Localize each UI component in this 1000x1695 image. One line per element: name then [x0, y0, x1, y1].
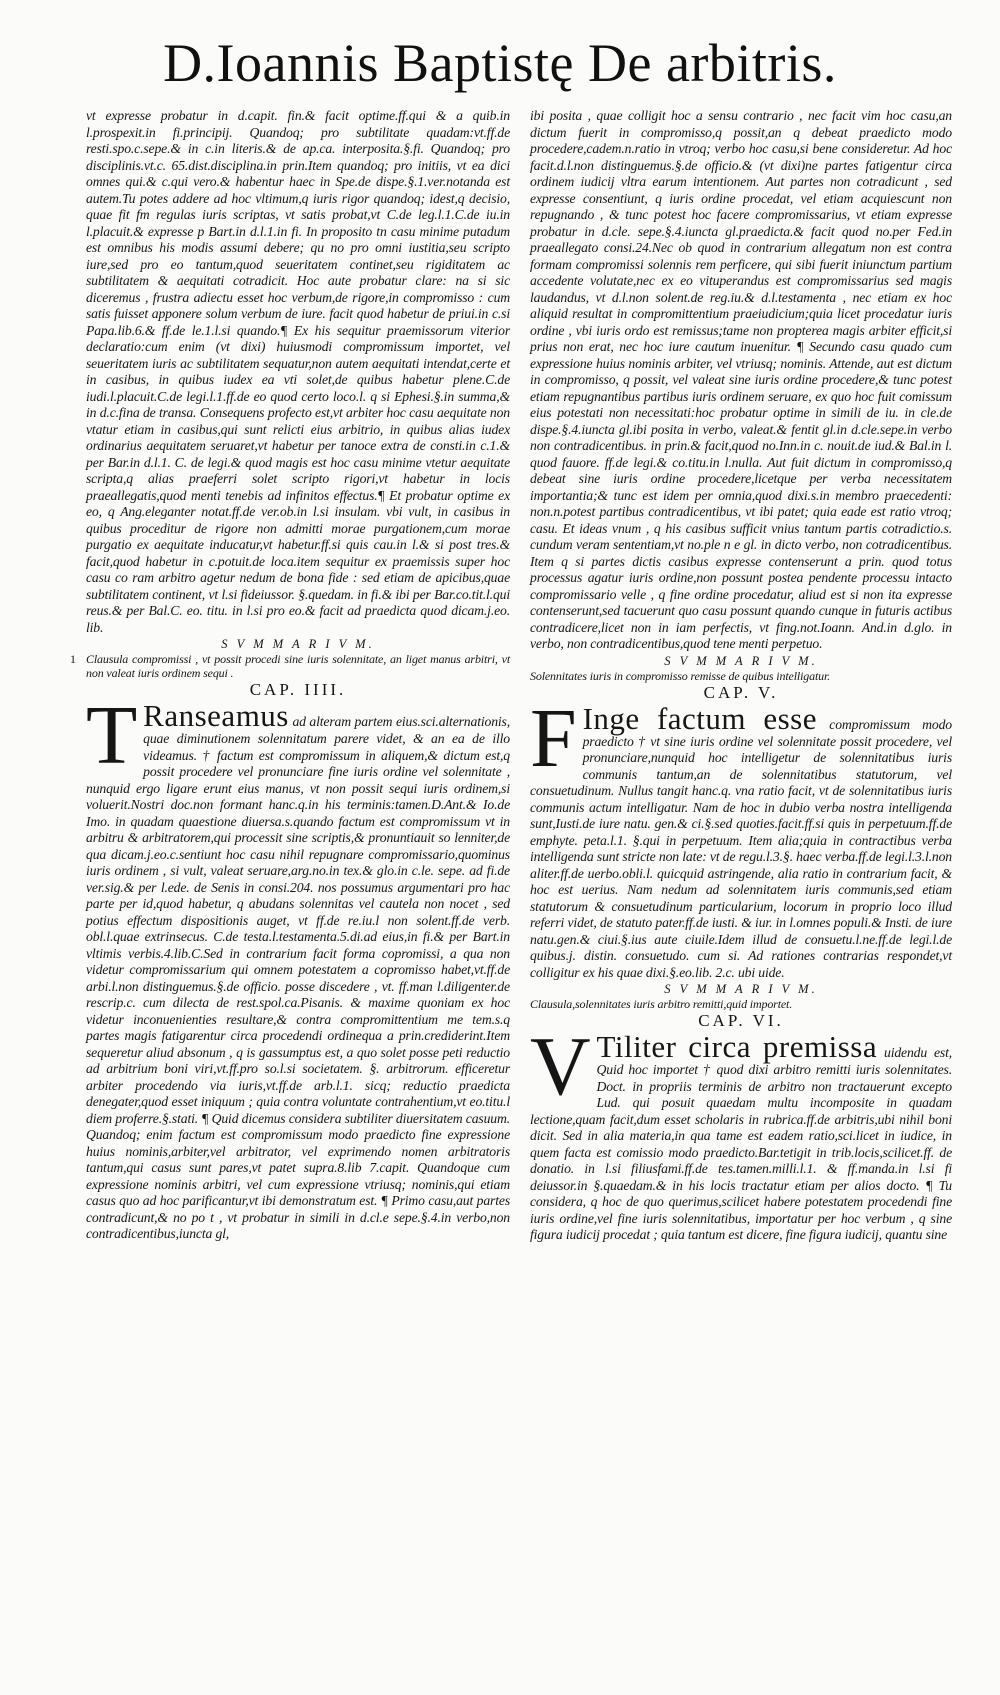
chapter-heading: CAP. IIII. [249, 680, 347, 699]
drop-cap: V [530, 1020, 591, 1113]
drop-cap: F [530, 691, 577, 785]
summarium-heading: S V M M A R I V M. [664, 653, 818, 668]
left-column [70, 108, 510, 1678]
margin-number: 1 [70, 652, 76, 666]
summarium-heading: S V M M A R I V M. [221, 637, 375, 651]
right-column [530, 108, 952, 1678]
summarium-text: Solennitates iuris in compromisso remisse de quibus intelligatur. [530, 668, 831, 683]
chapter-text: uidendu est, Quid hoc importet † quod dixi arbitro remitti iuris solennitates. Doct. in propriis terminis de arbitro non tractauerunt excepto Lud. qui posuit quaedam multu incomposite in quadam lectione,quam facit,dum esset scholaris in rubrica.ff.de arbitris,ubi nihil boni dicit. Sed in alia materia,in qua tame est eadem ratio,sci.licet in iudice, in quem facta est comissio modo praedicto.Bar.tetigit in trib.locis,scilicet.ff. de donatio. in l.si filiusfami.ff.de tes.tamen.milli.l.1. & ff.manda.in l.si fi deiussor.in §.quaedam.& in his locis tractatur etiam per alios docto. ¶ Tu considera, q hoc de quo querimus,scilicet habere potestatem procedendi fine iuris ordine,vel fine iuris solennitatibus, importatur per hoc verbum , q sine figura iudicij procedat ; quia tantum est dicere, fine figura iudicij, quantu sine [530, 1045, 952, 1242]
body-paragraph: vt expresse probatur in d.capit. fin.& facit optime.ff.qui & a quib.in l.prospexit.in fi.principij. Quandoq; pro subtilitate quadam:vt.ff.de resti.spo.c.sepe.& in c.in literis.& de ap.ca. interposita.§.fi. Quandoq; pro disciplinis.vt.c. 65.dist.disciplina.in prin.Item quandoq; pro initiis, vt ea dici omnes qui.& c.qui vero.& habentur haec in Spe.de dispe.§.1.ver.notanda est autem.Tu potes addere ad hoc vltimum,q iuris rigor quandoq; idest,q decisio, quae fit fm regulas iuris scriptas, vt satis probat,vt C.de leg.l.1.C.de iu.in l.placuit.& expresse p Bart.in d.l.1.in fi. In proposito tn casu minime putadum est omnibus his modis assumi debere; qu no pro omni iustitia,seu scripto iure,sed pro eo tantum,quod seueritatem continet,seu rigiditatem ac subtilitatem & aequitati cotradicit. Hoc aute probatur clare: na si sic diceremus , frustra adiectu esset hoc verbum,de rigore,in compromisso : cum satis fuisset apponere solum verbum de iure. facit quod habetur de priui.in c.si Papa.lib.6.& ff.de le.1.l.si quando.¶ Ex his sequitur praemissorum viterior declaratio:cum enim (vt dixi) huiusmodi compromissum importet, vel seueritatem iuris ac subtilitatem sequatur,non autem aequitati intendat,certe et in casibus, in quibus iudex ea vti solet,de quibus habetur plene.C.de iudi.l.placuit.C.de legi.l.1.ff.de eo quod certo loco.l. q si Ephesi.§.in summa,& in d.c.fina de transa. Consequens profecto est,vt arbiter hoc casu aequitate non vtatur etiam in casibus,qui sunt relicti eius arbitrio, in quibus alias iudex ordinarius aequitatem seruaret,vt habetur per tanoce extra de consti.in c.1.& per Bar.in d.l.1. C. de legi.& quod magis est hoc casu minime vtetur aequitate scripta,q alias praeferri solet scripto rigori,vt habetur in locis praeallegatis,quod menti tenebis ad infinitos effectus.¶ Et probatur optime ex eo, q Ang.eleganter notat.ff.de ver.ob.in l.si insulam. vbi vult, in casibus in quibus proceditur de rigore non admitti morae purgationem,cum morae purgatio ex aequitate inducatur,vt habetur.ff.si quis cau.in l.& si post tres.& facit,quod habetur in c.potuit.de loca.item sequitur ex praemissis super hoc casu co ram arbitro agetur nedum de bona fide : sed etiam de apicibus,quae subtilitatem continent, vt l.si fideiussor. §.quedam. in fi.& ibi per Bar.co.tit.l.qui reus.& per Bal.C. eo. titu. in l.si pro eo.& facit ad praedicta quod dicam.j.eo. lib. [86, 108, 510, 635]
page-title: D.Ioannis Baptistę De arbitris. [163, 33, 837, 93]
chapter-lead-words: Inge factum esse [582, 700, 817, 736]
chapter-heading: CAP. V. [703, 682, 779, 702]
body-paragraph: ibi posita , quae colligit hoc a sensu contrario , nec facit vim hoc casu,an dictum fuerit in compromisso,q possit,an q debeat praedicto modo procedere,cadem.n.ratio in vtroq; verbo hoc casu,si bene consideretur. Ad hoc facit.d.l.non distinguemus.§.de officio.& (vt dixi)ne partes fatigentur circa ordinem iudicij vltra earum intentionem. Aut partes non cotradicunt , sed expresse consentiunt, q iuris ordine procedat, vel etiam acquiescunt non repugnando , & tunc potest hoc facere compromissarius, vt etiam expresse probatur in d.cle. sepe.§.4.iuncta gl.praedicta.& facit quod no.per Fed.in praeallegato consi.24.Nec ob quod in contrarium allegatum non est contra formam compromissi solennis rem perficere, qui sibi fuerit iniunctum partium accedente volutate,nec ex eo vituperandus est compromissarius sed magis laudandus, vt d.l.non solent.de reg.iu.& d.l.testamenta , nec etiam ex hoc aliquid resultat in compromittentium praeiudicium;quia licet procedatur iuris ordine , vbi iuris ordo est remissus;tame non propterea magis arbiter efficit,si prius non erat, nec hoc iure cautum inuenitur. ¶ Secundo casu quado cum expressione huius nominis arbiter, vel vtriusq; nominis. Attende, aut est dictum in compromisso, q possit, vel valeat sine iuris ordine procedere,& tunc potest etiam repugnantibus partibus iuris ordinem seruare, ex quo hoc fuit comissum eius potestati non necessitati:hoc probatur optime in simili de iu. in cle.de dispe.§.4.iuncta gl.ibi posita in verbo, valeat.& fentit gl.in d.cle.sepe.in verbo non contradicentibus. in prin.& facit,quod no.Inn.in c. nouit.de iud.& Bal.in l. quod fauore. ff.de legi.& co.titu.in l.nulla. Aut fuit dictum in compromisso,q debeat sine iuris ordine procedere,licetque per verba necessitatem importantia;& tunc est idem per omnia,quod dixi.s.in membro praecedenti: non.n.potest partibus contradicentibus, vt ibi patet; quia eade est ratio vtroq; casu. Et ideas vnum , q his casibus sufficit vnius tantum partis cotradictio.s. cundum veram sententiam,vt no.ple n e gl. in dicto verbo, non cotradicentibus. Item q si partes dictis casibus expresse contenserunt a prin. quod totus processus agatur iuris ordine,non possunt postea pendente processu intacto compromissario velle , q fine ordine procedatur, aliud est si non ita expresse contenserunt,sed tacuerunt quo casu possunt quando cunque in futuris actibus contradicere,licet non in iam perfectis, vt fing.not.Ioann. And.in d.glo. in verbo, non contradicentibus,quod tene menti perpetuo. [530, 108, 952, 651]
chapter-text: compromissum modo praedicto † vt sine iuris ordine vel solennitate possit procedere, vel pronunciare,nunquid hoc intelligetur de solennitatibus iuris communis tantum,an de solennitatibus statutorum, vel consuetudinum. Nullus tangit hanc.q. vna ratio facit, vt de solennitatibus iuris communis actum intelligatur. Nam de hoc in dubio verba nostra intelligenda sunt,Iusti.de iure natu. gen.& ci.§.sed quoties.facit.ff.si quis in perpetuum.ff.de emphyte. peta.l.1. §.qui in perpetuum. Item alia;quia in contractibus verba intelligenda sunt stricte non late: vt de regu.l.3.§. haec verba.ff.de legi.l.3.l.non aliter.ff.de uerbo.obli.l. quicquid astringende, alia ratio in contrarium facit, & hoc est uerius. Nam nedum ad solennitatem iuris communis,sed etiam statutorum & consuetudinum particularium, locorum in proprio loco illud referri videt, de statuto pater.ff.de iusti. & iur. in l.omnes populi.& Insti. de iure natu.gen.& ciui.§.ius aute ciuile.Idem illud de consuetu.l.ne.ff.de legi.l.de quibus.j. distin. consuetudo. cum si. Ad rationes contrarias respondet,vt colligitur ex his quae dixi.§.eo.lib. 2.c. ubi uide. [530, 716, 952, 980]
chapter-lead-words: Ranseamus [143, 698, 289, 733]
chapter-text: ad alteram partem eius.sci.alternationis, quae diminutionem solennitatum parere videt, & an ea de illo videamus. † factum est compromissum in aliquem,& dictum est,q possit procedere vel pronunciare fine iuris ordine vel solennitate , nunquid ergo ligare erunt eius manus, vt non possit sequi iuris ordinem,si voluerit.Nostri doc.non formant hanc.q.in his terminis:tamen.D.Ant.& Io.de Imo. in quadam quaestione diuersa.s.quando factum est compromissum vt in arbitru & arbitratorem,qui processit sine scriptis,& pronuntiauit so lenniter,de qua dicam.j.eo.c.sentiunt hoc casu nihil repugnare compromissario,quominus iuris ordinem , si vult, valeat seruare,arg.no.in tex.& glo.in c.le. sepe. ad fi.de ver.sig.& per l.ede. de Senis in consi.204. nos possumus argumentari pro hac parte per id,quod habetur, q abudans solennitas vel cautela non nocet , sed potius effectum dispositionis auget, vt ff.de re.iu.l non solent.ff.de verb. obl.l.quae extrinsecus. C.de testa.l.testamenta.5.di.ad eius,in fi.& per Bart.in vltimis verbis.4.lib.C.Sed in contrarium facit forma copromissi, a qua non videtur compromissarium qui omnem potestatem a copromisso habet,vt.ff.de arbi.l.non distinguemus.§.de officio. posse discedere , vt. ff.man l.diligenter.de rescrip.c. cum dilecta de rest.spol.ca.Pisanis. & maxime quoniam ex hoc videtur inconuenienties resultare,& contra compromittentium me tem.s.q partes magis fatigarentur circa procedendi ordinequa a prin.crediderint.Item sequeretur aliud absonum , q is gassumptus est, a quo solet posse peti reductio ad arbitrium boni viri,vt.ff.pro so.l.si societatem. §. arbitrorum. efficeretur arbiter procedendo via iuris,vt.ff.de arb.l.1. sicq; reductio praedicta denegater,quod esset iniquum ; quia contra voluntate contrahentium,vt eo.titu.l diem proferre.§.stati. ¶ Quid dicemus considera subtiliter diuersitatem casuum. Quandoq; enim factum est compromissum modo praedicto fine expressione huius nominis,arbiter,vel arbitrator, vel exprimendo nomen arbitratoris tantum,qui casus sunt pares,vt patet supra.8.lib 7.capit. Quandoque cum expressione nominis arbitri, vel cum expressione vtriusq; nominis,qui etiam casus quo ad hoc parificantur,vt ibi demonstratum est. ¶ Primo casu,aut partes contradicunt,& no po t , vt probatur in simili in d.cl.e sepe.§.4.in verbo,non contradicentibus,iuncta gl, [86, 714, 510, 1241]
drop-cap: T [86, 689, 138, 782]
summarium-content: Clausula compromissi , vt possit procedi sine iuris solennitate, an liget manus arbitri, vt non valeat iuris ordinem sequi . [86, 652, 510, 680]
chapter-lead-words: Tiliter circa premissa [596, 1029, 878, 1064]
summarium-heading: S V M M A R I V M. [664, 982, 818, 996]
summarium-text [70, 652, 510, 680]
summarium-text: Clausula,solennitates iuris arbitro remitti,quid importet. [530, 997, 793, 1011]
chapter-heading: CAP. VI. [698, 1011, 784, 1030]
